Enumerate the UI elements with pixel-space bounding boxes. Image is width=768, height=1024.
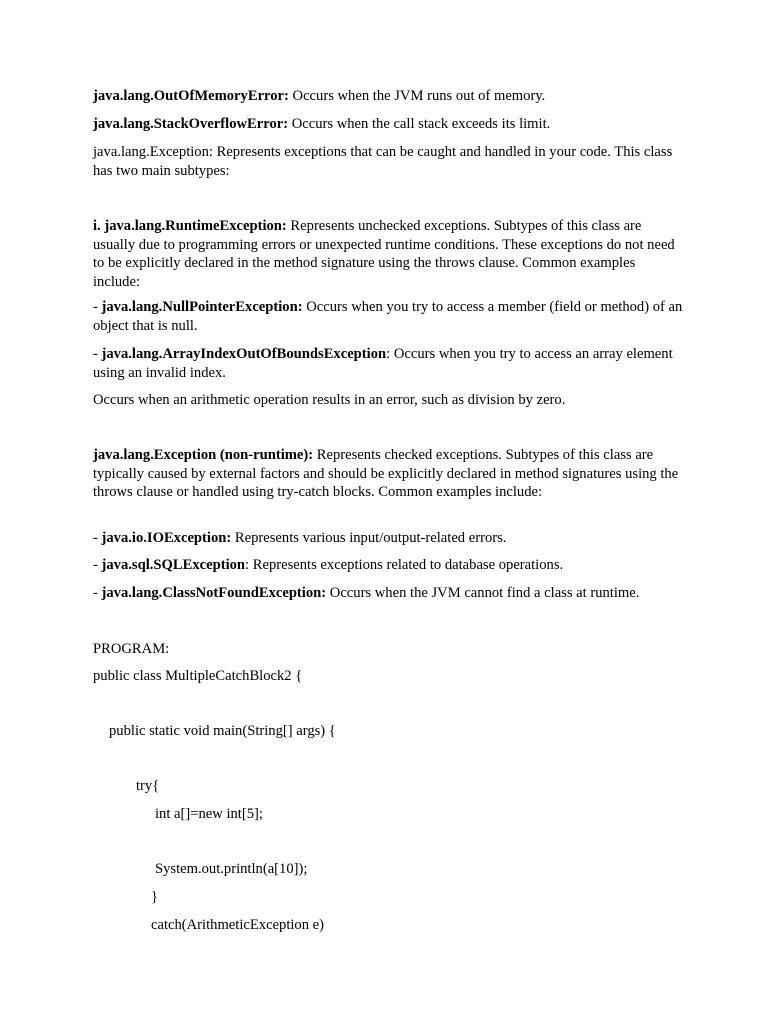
example-nullpointer-prefix: - [93,299,102,315]
code-line-close-brace: } [151,889,159,905]
example-classnotfound-prefix: - [93,585,102,601]
error-outofmemory-desc: Occurs when the JVM runs out of memory. [288,88,546,104]
example-nullpointer-desc: Occurs when you try to access a member (field or method) of an object that is null. [93,299,683,334]
example-classnotfound-desc: Occurs when the JVM cannot find a class at runtime. [326,585,640,601]
example-nullpointer-term: java.lang.NullPointerException: [101,299,303,315]
code-line-catch: catch(ArithmeticException e) [151,917,325,933]
error-stackoverflow-desc: Occurs when the call stack exceeds its limit. [288,116,551,132]
checked-exception-desc: Represents checked exceptions. Subtypes of this class are typically caused by external factors and should be explicitly declared in method signatures using the throws clause or handled using try-catch blocks. Common examples include: [93,447,679,500]
code-line-array-decl: int a[]=new int[5]; [155,806,263,822]
code-line-main-method: public static void main(String[] args) { [109,723,336,739]
runtime-exception-desc: Represents unchecked exceptions. Subtypes of this class are usually due to programming errors or unexpected runtime conditions. These exceptions do not need to be explicitly declared in the method signature using the throws clause. Common examples include: [93,218,675,290]
code-line-println: System.out.println(a[10]); [155,861,308,877]
checked-exception-term: java.lang.Exception (non-runtime): [93,447,314,463]
runtime-exception-paragraph [93,217,683,291]
code-line-try: try{ [136,778,160,794]
error-outofmemory-term: java.lang.OutOfMemoryError: [93,88,289,104]
example-arrayindex-term: java.lang.ArrayIndexOutOfBoundsException [101,346,387,362]
example-arrayindex [93,345,683,382]
example-sqlexception-desc: : Represents exceptions related to database operations. [245,557,564,573]
error-stackoverflow [93,115,683,134]
example-classnotfound [93,584,683,603]
code-line-class-decl: public class MultipleCatchBlock2 { [93,668,303,684]
example-ioexception [93,529,683,548]
example-classnotfound-term: java.lang.ClassNotFoundException: [101,585,327,601]
example-sqlexception [93,556,683,575]
error-stackoverflow-term: java.lang.StackOverflowError: [93,116,289,132]
example-arrayindex-prefix: - [93,346,102,362]
checked-exception-paragraph [93,446,683,502]
error-outofmemory [93,87,683,106]
arithmetic-note: Occurs when an arithmetic operation results in an error, such as division by zero. [93,392,566,408]
example-ioexception-prefix: - [93,530,102,546]
program-heading: PROGRAM: [93,641,170,657]
example-ioexception-desc: Represents various input/output-related errors. [231,530,507,546]
exception-intro: java.lang.Exception: Represents exceptions that can be caught and handled in your code. This class has two main subtypes: [93,144,673,179]
example-sqlexception-term: java.sql.SQLException [101,557,246,573]
example-ioexception-term: java.io.IOException: [101,530,232,546]
runtime-exception-term: i. java.lang.RuntimeException: [93,218,287,234]
example-nullpointer [93,298,683,335]
example-sqlexception-prefix: - [93,557,102,573]
example-arrayindex-desc: : Occurs when you try to access an array element using an invalid index. [93,346,673,381]
